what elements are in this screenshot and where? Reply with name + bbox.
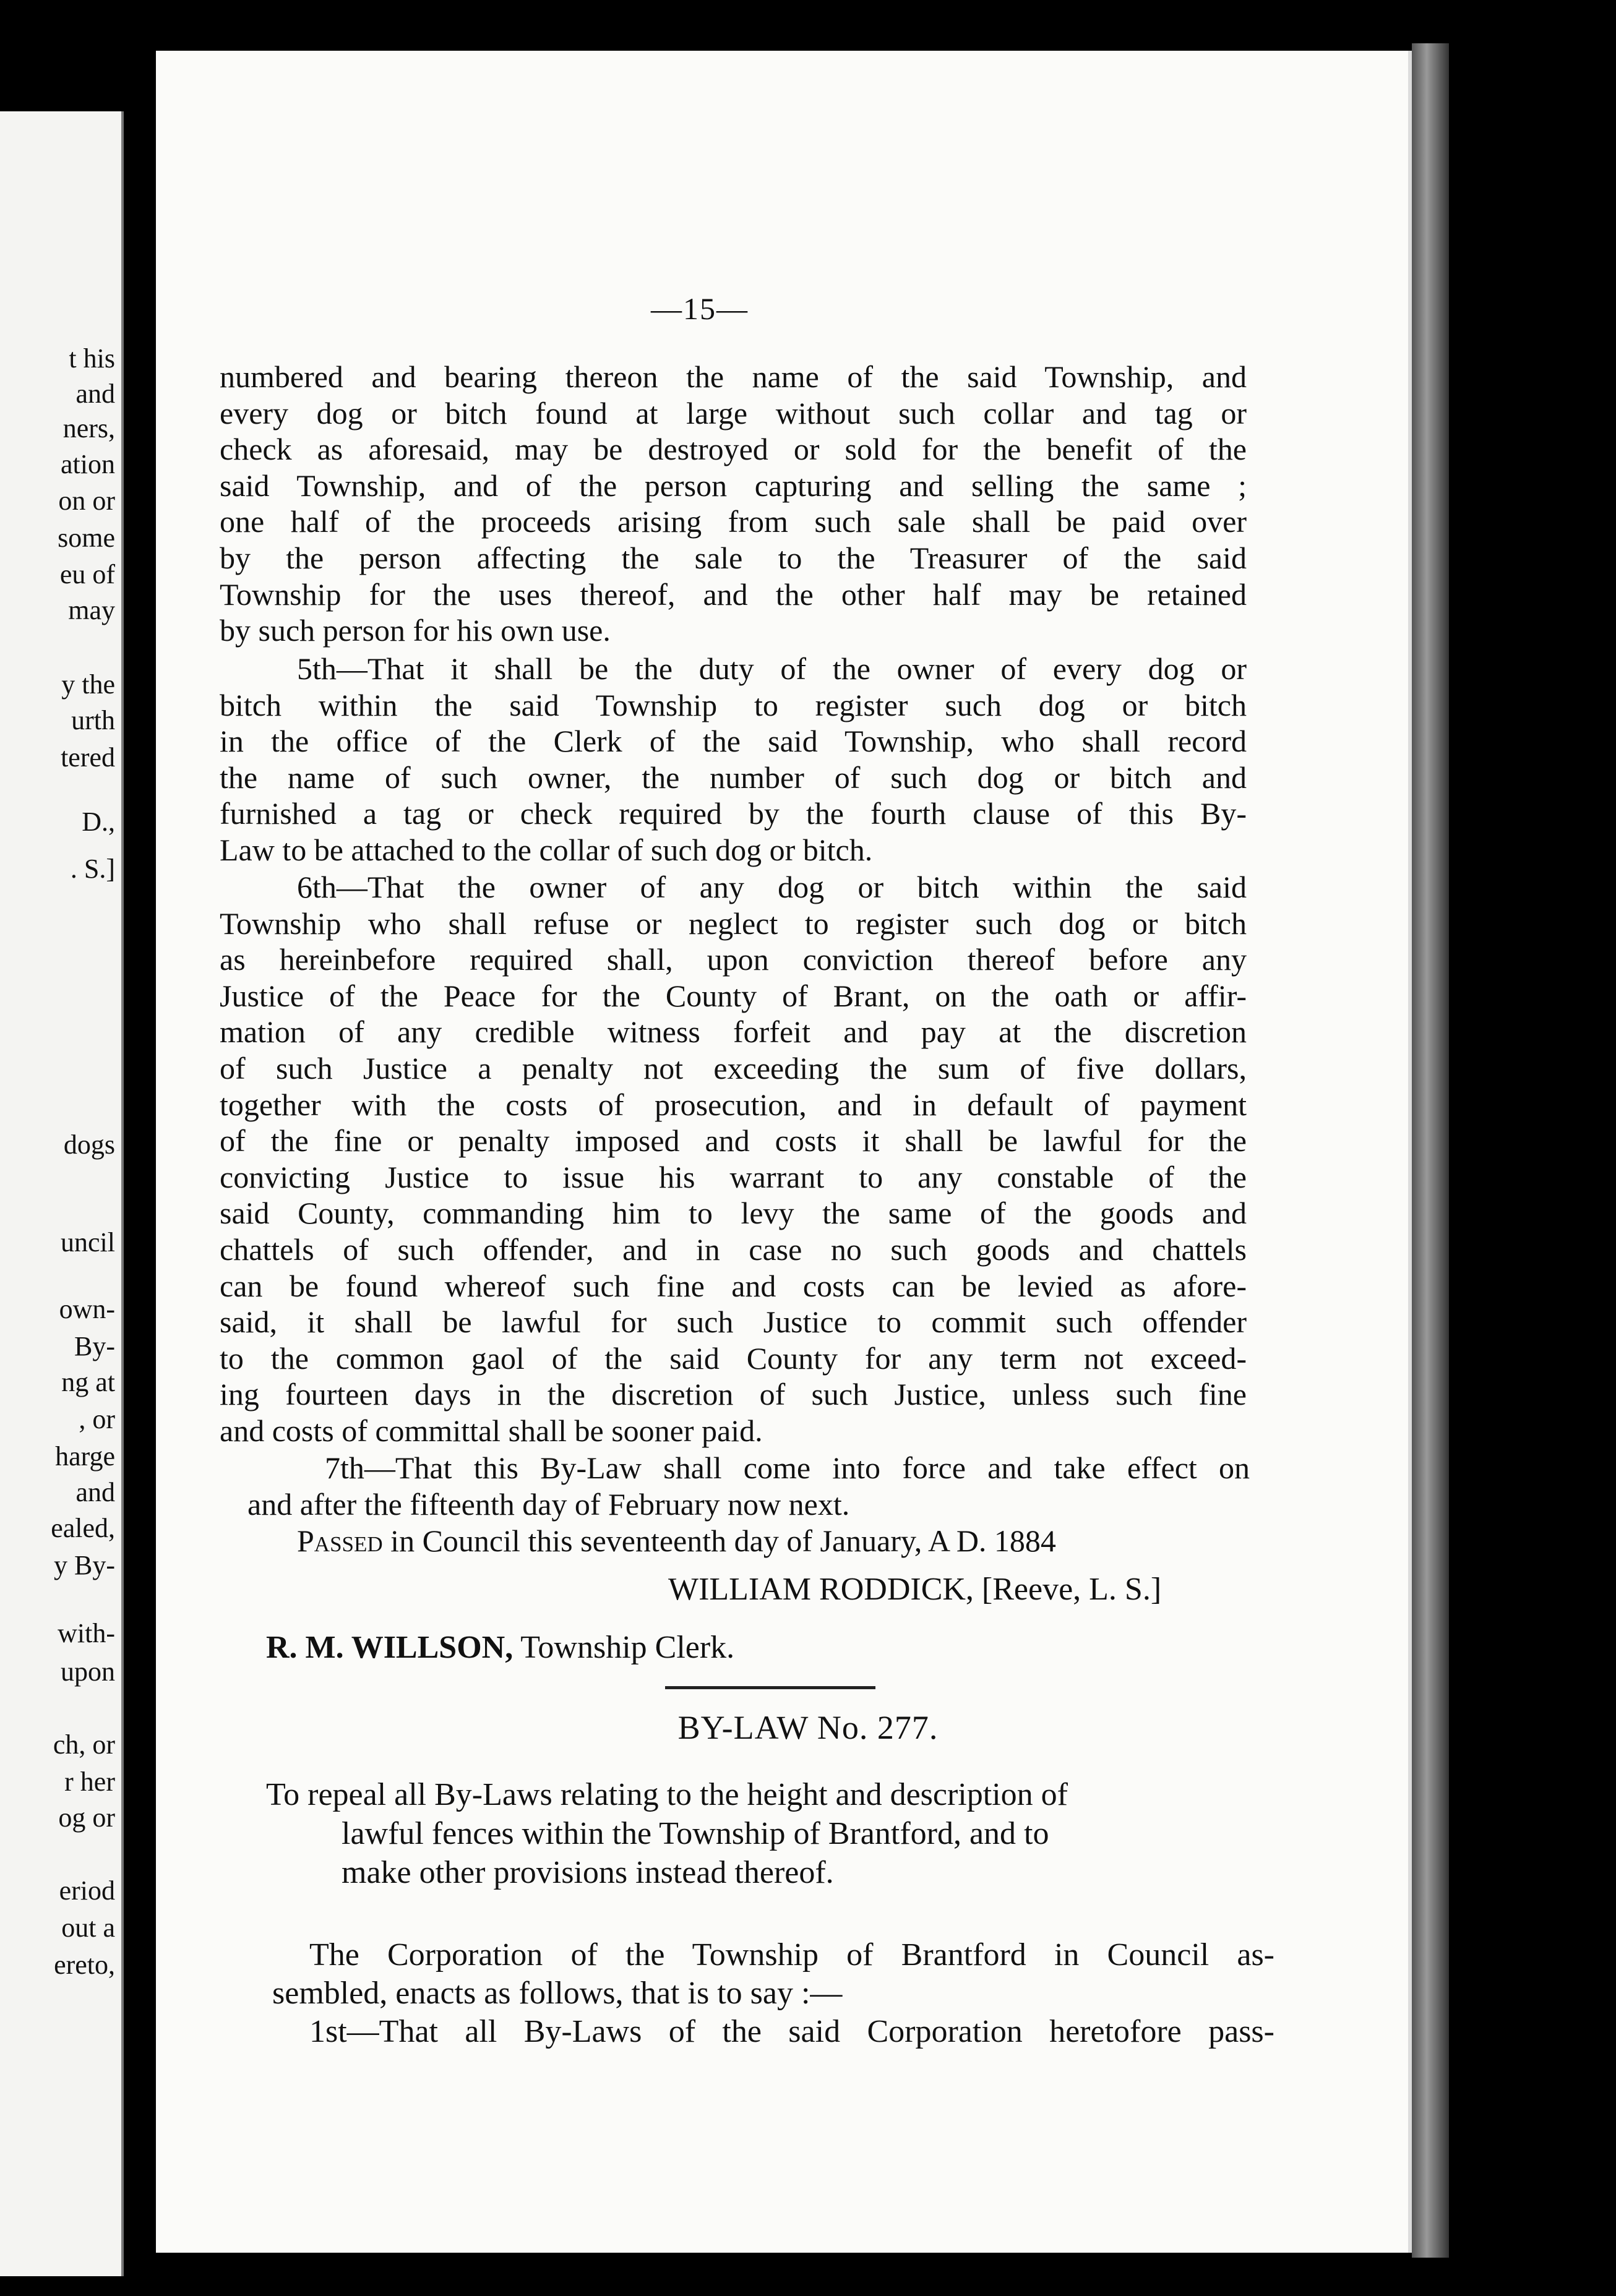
left-page-fragment: eriod (59, 1875, 115, 1906)
text-line: chattels of such offender, and in case no such goods and chattels (220, 1232, 1247, 1267)
text-line: Law to be attached to the collar of such dog or bitch. (220, 832, 873, 867)
text-line: ing fourteen days in the discretion of such Justice, unless such fine (220, 1377, 1247, 1412)
left-page-fragment: . S.] (70, 854, 115, 884)
left-page-fragment: and (75, 379, 115, 409)
text-line: numbered and bearing thereon the name of the said Township, and (220, 359, 1247, 394)
text-line: and after the fifteenth day of February now next. (247, 1486, 850, 1522)
heading-line: lawful fences within the Township of Brantford, and to (342, 1816, 1049, 1851)
clerk-signature (266, 1629, 734, 1666)
left-page-fragment: may (68, 595, 115, 625)
left-page-fragment: with- (58, 1618, 115, 1648)
left-facing-page (0, 111, 124, 2276)
left-page-fragment: y the (61, 669, 115, 700)
left-page-fragment: dogs (63, 1129, 115, 1160)
text-line: Township who shall refuse or neglect to register such dog or bitch (220, 906, 1247, 941)
text-line: of the fine or penalty imposed and costs it shall be lawful for the (220, 1123, 1247, 1159)
text-line: and costs of committal shall be sooner paid. (220, 1413, 763, 1448)
text-line: 5th—That it shall be the duty of the owner of every dog or (297, 651, 1247, 686)
text-line: as hereinbefore required shall, upon conviction thereof before any (220, 942, 1247, 977)
text-line: can be found whereof such fine and costs can be levied as afore- (220, 1268, 1247, 1303)
left-page-fragment: ealed, (51, 1513, 115, 1543)
left-page-fragment: eu of (59, 559, 115, 589)
enact-line: The Corporation of the Township of Brantford in Council as- (309, 1937, 1274, 1973)
text-line: together with the costs of prosecution, and in default of payment (220, 1087, 1247, 1122)
text-line: by the person affecting the sale to the Treasurer of the said (220, 540, 1247, 575)
page-edge (1412, 43, 1449, 2258)
clause-5 (220, 651, 1247, 868)
enact-line: 1st—That all By-Laws of the said Corporation heretofore pass- (309, 2014, 1274, 2049)
left-page-fragment: r her (64, 1767, 115, 1797)
reeve-signature: WILLIAM RODDICK, [Reeve, L. S.] (668, 1572, 1162, 1607)
clerk-title: Township Clerk. (513, 1630, 735, 1665)
bylaw-heading (266, 1775, 1231, 1892)
enactment-text (272, 1936, 1274, 2051)
clerk-name: R. M. WILLSON, (266, 1630, 514, 1665)
left-page-fragment: uncil (61, 1227, 115, 1257)
left-page-fragment: og or (58, 1802, 115, 1833)
text-line: 6th—That the owner of any dog or bitch within the said (297, 870, 1247, 904)
left-page-fragment: on or (58, 486, 115, 516)
text-line: Justice of the Peace for the County of Brant, on the oath or affir- (220, 978, 1247, 1013)
text-line: in the office of the Clerk of the said Township, who shall record (220, 724, 1247, 759)
clause-6 (220, 869, 1247, 1449)
passed-line (297, 1523, 1256, 1559)
left-page-fragment: harge (55, 1441, 115, 1471)
bylaw-title: BY-LAW No. 277. (677, 1709, 939, 1746)
text-line: the name of such owner, the number of such dog or bitch and (220, 760, 1247, 795)
left-page-fragment: ereto, (54, 1950, 115, 1980)
clause-4-continuation (220, 359, 1247, 649)
text-line: by such person for his own use. (220, 613, 611, 648)
left-page-fragment: some (58, 523, 115, 553)
left-page-fragment: ners, (62, 413, 115, 443)
passed-word: Passed (297, 1523, 383, 1558)
text-line: said Township, and of the person capturing and selling the same ; (220, 468, 1247, 503)
left-page-fragment: urth (71, 705, 115, 735)
left-page-fragment: , or (79, 1404, 115, 1434)
enact-line: sembled, enacts as follows, that is to say :— (272, 1976, 843, 2011)
text-line: of such Justice a penalty not exceeding the sum of five dollars, (220, 1050, 1247, 1086)
left-page-fragment: t his (69, 343, 115, 374)
text-line: Township for the uses thereof, and the other half may be retained (220, 576, 1247, 612)
text-line: convicting Justice to issue his warrant to any constable of the (220, 1159, 1247, 1194)
text-line: mation of any credible witness forfeit and pay at the discretion (220, 1014, 1247, 1050)
clause-7 (247, 1450, 1250, 1522)
left-page-fragment: ng at (61, 1367, 115, 1397)
left-page-fragment: and (75, 1477, 115, 1507)
text-line: check as aforesaid, may be destroyed or sold for the benefit of the (220, 432, 1247, 467)
left-page-fragment: upon (61, 1656, 115, 1687)
passed-text: in Council this seventeenth day of January, A D. 1884 (382, 1523, 1056, 1558)
text-line: 7th—That this By-Law shall come into force and take effect on (325, 1450, 1250, 1485)
left-page-fragment: own- (59, 1294, 115, 1324)
left-page-fragment: tered (61, 742, 115, 773)
text-line: every dog or bitch found at large without such collar and tag or (220, 395, 1247, 430)
text-line: bitch within the said Township to register such dog or bitch (220, 687, 1247, 722)
left-page-fragment: D., (82, 807, 115, 837)
page-number: —15— (651, 291, 749, 326)
text-line: said County, commanding him to levy the same of the goods and (220, 1196, 1247, 1231)
left-page-fragment: By- (74, 1331, 115, 1361)
left-page-fragment: ch, or (53, 1729, 115, 1760)
text-line: to the common gaol of the said County for any term not exceed- (220, 1340, 1247, 1376)
left-page-fragment: ation (61, 449, 115, 479)
left-page-fragment: y By- (54, 1550, 115, 1580)
text-line: one half of the proceeds arising from such sale shall be paid over (220, 504, 1247, 539)
text-line: said, it shall be lawful for such Justice to commit such offender (220, 1304, 1247, 1340)
left-page-fragment: out a (61, 1913, 115, 1943)
heading-line: make other provisions instead thereof. (342, 1855, 834, 1890)
divider-rule (665, 1686, 875, 1689)
text-line: furnished a tag or check required by the fourth clause of this By- (220, 796, 1247, 831)
heading-line: To repeal all By-Laws relating to the height and description of (266, 1777, 1068, 1812)
